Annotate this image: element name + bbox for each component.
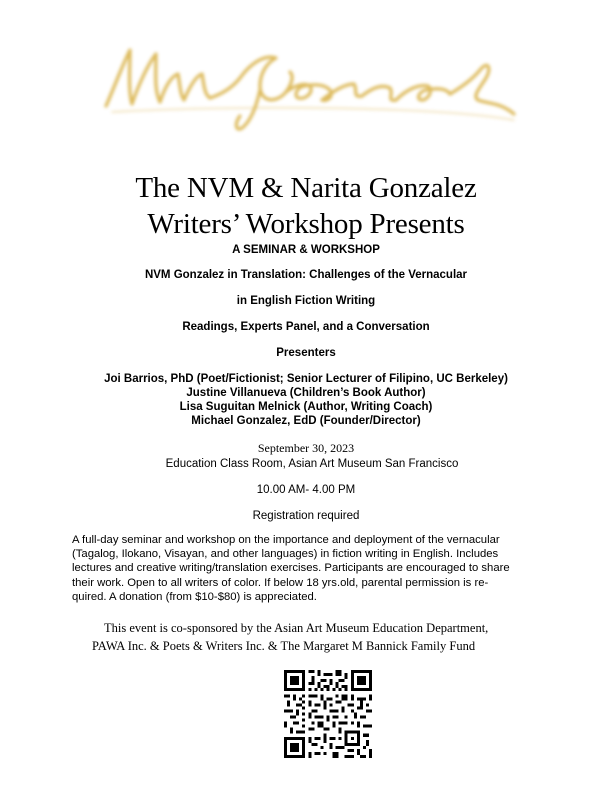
- title-line-1: The NVM & Narita Gonzalez: [135, 172, 477, 204]
- signature-logo: [100, 28, 520, 140]
- description-line: A full-day seminar and workshop on the importance and deployment of the vernacular: [72, 534, 500, 546]
- presenter-4: Michael Gonzalez, EdD (Founder/Director): [191, 415, 421, 427]
- title-line-2: Writers’ Workshop Presents: [147, 208, 465, 240]
- cosponsors-note: [92, 619, 562, 655]
- event-type: A SEMINAR & WORKSHOP: [232, 244, 380, 256]
- cosponsors-line-1: This event is co-sponsored by the Asian Art Museum Education Department,: [104, 621, 489, 635]
- event-format: Readings, Experts Panel, and a Conversation: [182, 321, 430, 333]
- description-line: their work. Open to all writers of color. If below 18 yrs.old, parental permission is re-: [72, 576, 489, 589]
- event-location: Education Class Room, Asian Art Museum San Francisco: [165, 458, 459, 470]
- event-description: [72, 533, 552, 604]
- description-line: (Tagalog, Ilokano, Visayan, and other languages) in fiction writing in English. Includes: [72, 548, 499, 561]
- presenter-2: Justine Villanueva (Children’s Book Author): [186, 387, 426, 399]
- presenters-heading: Presenters: [276, 347, 336, 359]
- presenter-3: Lisa Suguitan Melnick (Author, Writing Coach): [179, 401, 433, 413]
- description-line: lectures and creative writing/translation exercises. Participants are encouraged to share: [72, 562, 510, 575]
- event-name-line-1: NVM Gonzalez in Translation: Challenges of the Vernacular: [144, 269, 468, 281]
- qr-code[interactable]: [284, 670, 372, 758]
- cosponsors-line-2: PAWA Inc. & Poets & Writers Inc. & The Margaret M Bannick Family Fund: [92, 639, 476, 653]
- svg-text:NVM Gonzalez: NVM Gonzalez: [306, 138, 314, 139]
- event-name-line-2: in English Fiction Writing: [236, 295, 376, 307]
- presenter-1: Joi Barrios, PhD (Poet/Fictionist; Senior Lecturer of Filipino, UC Berkeley): [104, 373, 508, 385]
- registration-note: Registration required: [252, 510, 360, 522]
- description-line: quired. A donation (from $10-$80) is appreciated.: [72, 590, 317, 603]
- event-date: September 30, 2023: [257, 441, 355, 455]
- event-time: 10.00 AM- 4.00 PM: [256, 484, 356, 496]
